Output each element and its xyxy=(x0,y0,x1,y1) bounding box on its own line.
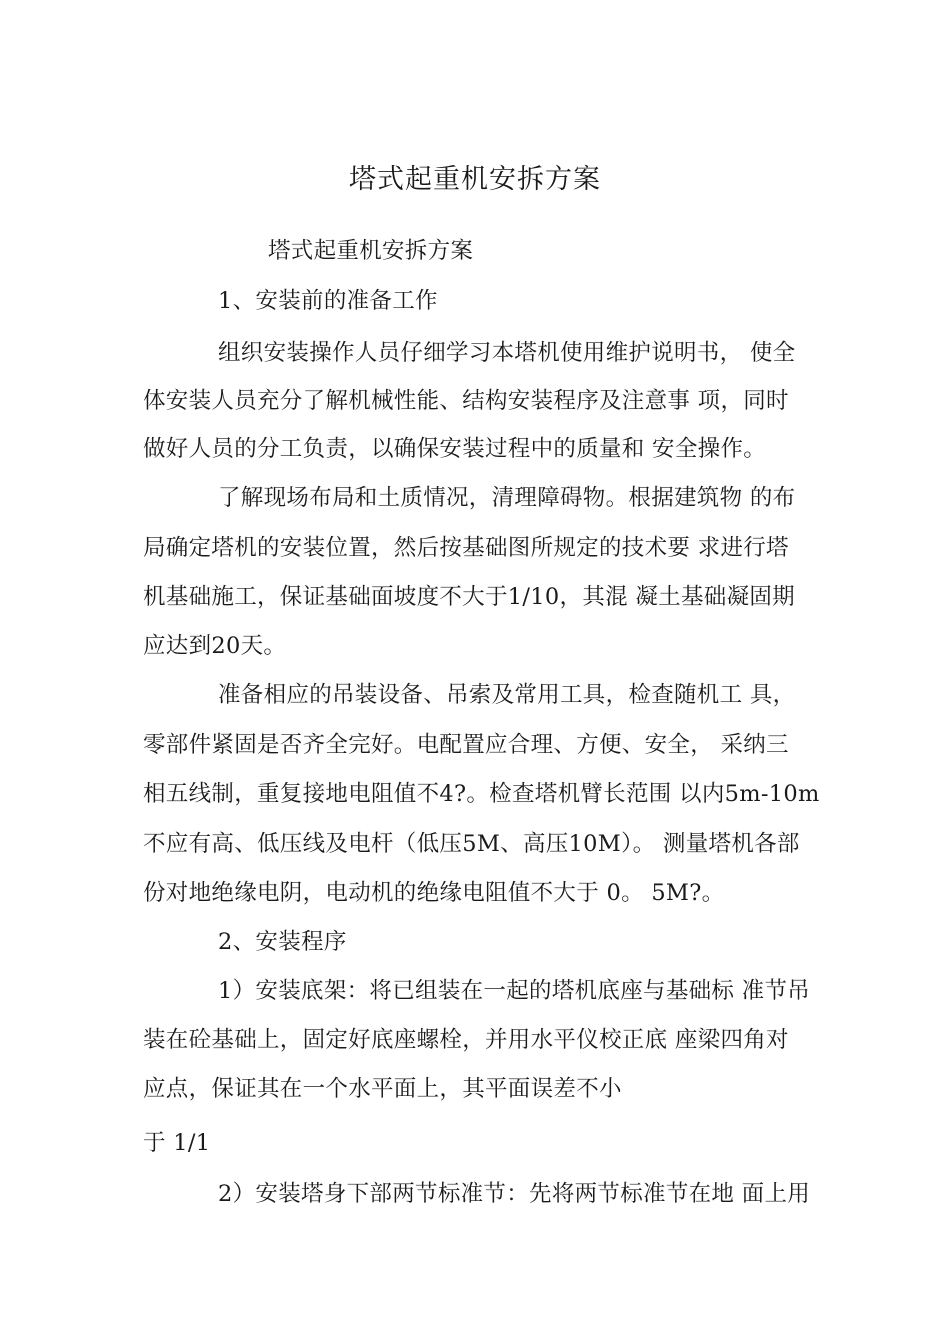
doc-subtitle: 塔式起重机安拆方案 xyxy=(268,238,474,264)
paragraph-line: 应达到20天。 xyxy=(143,633,287,659)
section-heading-preparation: 1、安装前的准备工作 xyxy=(218,288,438,314)
paragraph-line: 准备相应的吊装设备、吊索及常用工具，检查随机工 具， xyxy=(218,682,796,708)
paragraph-line: 份对地绝缘电阴，电动机的绝缘电阻值不大于 0。 5M?。 xyxy=(143,880,725,906)
paragraph-line: 相五线制，重复接地电阻值不4?。检查塔机臂长范围 以内5m-10m xyxy=(143,781,820,807)
paragraph-line: 2）安装塔身下部两节标准节：先将两节标准节在地 面上用 xyxy=(218,1181,811,1207)
paragraph-line: 不应有高、低压线及电杆（低压5M、高压10M）。 测量塔机各部 xyxy=(143,831,800,857)
paragraph-line: 应点，保证其在一个水平面上，其平面误差不小 xyxy=(143,1076,622,1102)
paragraph-line: 1）安装底架：将已组装在一起的塔机底座与基础标 准节吊 xyxy=(218,978,811,1004)
paragraph-line: 零部件紧固是否齐全完好。电配置应合理、方便、安全， 采纳三 xyxy=(143,732,789,758)
paragraph-line: 装在砼基础上，固定好底座螺栓，并用水平仪校正底 座梁四角对 xyxy=(143,1027,789,1053)
paragraph-line: 了解现场布局和土质情况，清理障碍物。根据建筑物 的布 xyxy=(218,485,796,511)
paragraph-line: 做好人员的分工负责，以确保安装过程中的质量和 安全操作。 xyxy=(143,436,767,462)
paragraph-line: 组织安装操作人员仔细学习本塔机使用维护说明书， 使全 xyxy=(218,340,796,366)
paragraph-line: 机基础施工，保证基础面坡度不大于1/10，其混 凝土基础凝固期 xyxy=(143,584,795,610)
paragraph-line: 体安装人员充分了解机械性能、结构安装程序及注意事 项，同时 xyxy=(143,388,789,414)
paragraph-line: 于 1/1 xyxy=(143,1130,211,1156)
section-heading-procedure: 2、安装程序 xyxy=(218,929,347,955)
paragraph-line: 局确定塔机的安装位置，然后按基础图所规定的技术要 求进行塔 xyxy=(143,535,789,561)
page-title: 塔式起重机安拆方案 xyxy=(349,164,601,195)
